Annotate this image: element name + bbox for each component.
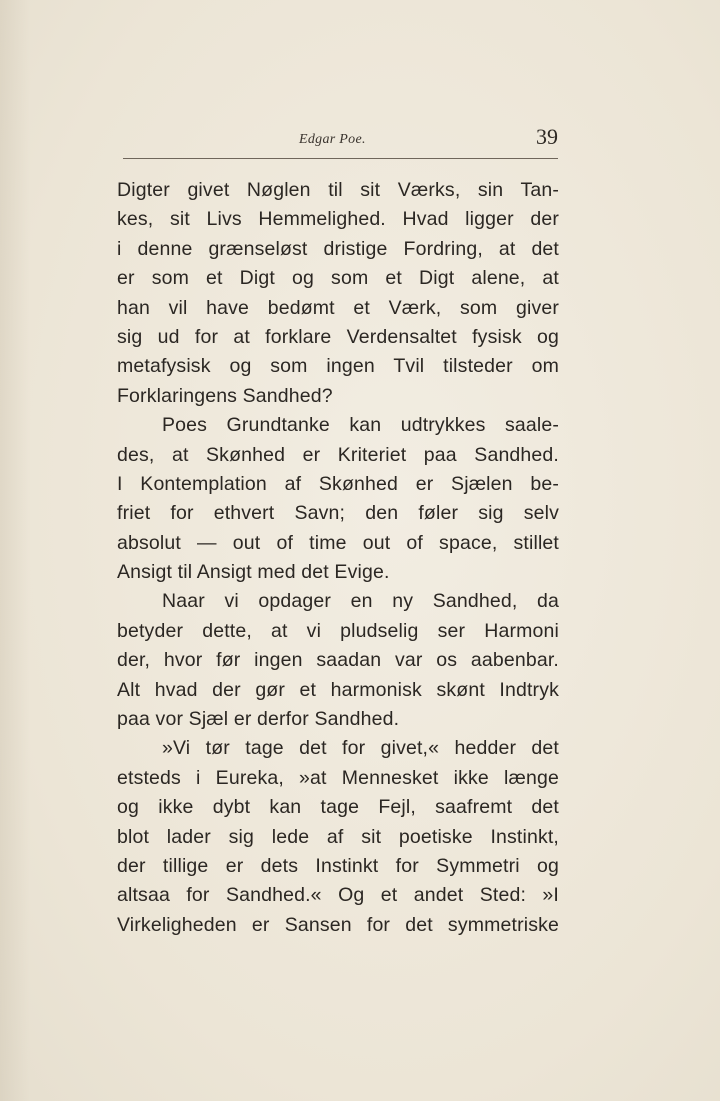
- running-head: Edgar Poe.: [299, 132, 366, 147]
- page-header: [123, 122, 558, 158]
- header-rule: [123, 158, 558, 159]
- text-line: blot lader sig lede af sit poetiske Instinkt,: [117, 825, 559, 848]
- text-line: i denne grænseløst dristige Fordring, at det: [117, 237, 559, 260]
- text-line: og ikke dybt kan tage Fejl, saafremt det: [117, 796, 559, 819]
- text-line: der, hvor før ingen saadan var os aabenbar.: [117, 649, 559, 672]
- text-line: paa vor Sjæl er derfor Sandhed.: [117, 708, 400, 731]
- text-line: er som et Digt og som et Digt alene, at: [117, 267, 559, 290]
- text-line: altsaa for Sandhed.« Og et andet Sted: »I: [117, 884, 559, 907]
- text-line: Naar vi opdager en ny Sandhed, da: [162, 590, 559, 613]
- body-text: [117, 176, 559, 940]
- text-line: »Vi tør tage det for givet,« hedder det: [162, 737, 559, 760]
- text-line: metafysisk og som ingen Tvil tilsteder om: [117, 355, 559, 378]
- text-line: der tillige er dets Instinkt for Symmetri og: [117, 854, 559, 877]
- text-line: Digter givet Nøglen til sit Værks, sin Tan-: [117, 179, 559, 201]
- text-line: des, at Skønhed er Kriteriet paa Sandhed.: [117, 443, 559, 466]
- text-line: absolut — out of time out of space, stillet: [117, 531, 559, 554]
- text-line: I Kontemplation af Skønhed er Sjælen be-: [117, 472, 559, 495]
- text-line: Forklaringens Sandhed?: [117, 384, 333, 407]
- text-line: Ansigt til Ansigt med det Evige.: [117, 561, 390, 584]
- text-line: han vil have bedømt et Værk, som giver: [117, 296, 559, 319]
- text-line: sig ud for at forklare Verdensaltet fysisk og: [117, 325, 559, 348]
- text-line: Poes Grundtanke kan udtrykkes saale-: [162, 414, 559, 437]
- text-line: betyder dette, at vi pludselig ser Harmoni: [117, 619, 559, 642]
- text-line: Alt hvad der gør et harmonisk skønt Indtryk: [117, 678, 559, 701]
- page-number: 39: [536, 124, 558, 149]
- text-line: Virkeligheden er Sansen for det symmetriske: [117, 913, 559, 936]
- text-line: etsteds i Eureka, »at Mennesket ikke længe: [117, 766, 559, 789]
- text-line: kes, sit Livs Hemmelighed. Hvad ligger der: [117, 208, 559, 231]
- page-gutter-shadow: [0, 0, 30, 1101]
- text-line: friet for ethvert Savn; den føler sig selv: [117, 502, 559, 525]
